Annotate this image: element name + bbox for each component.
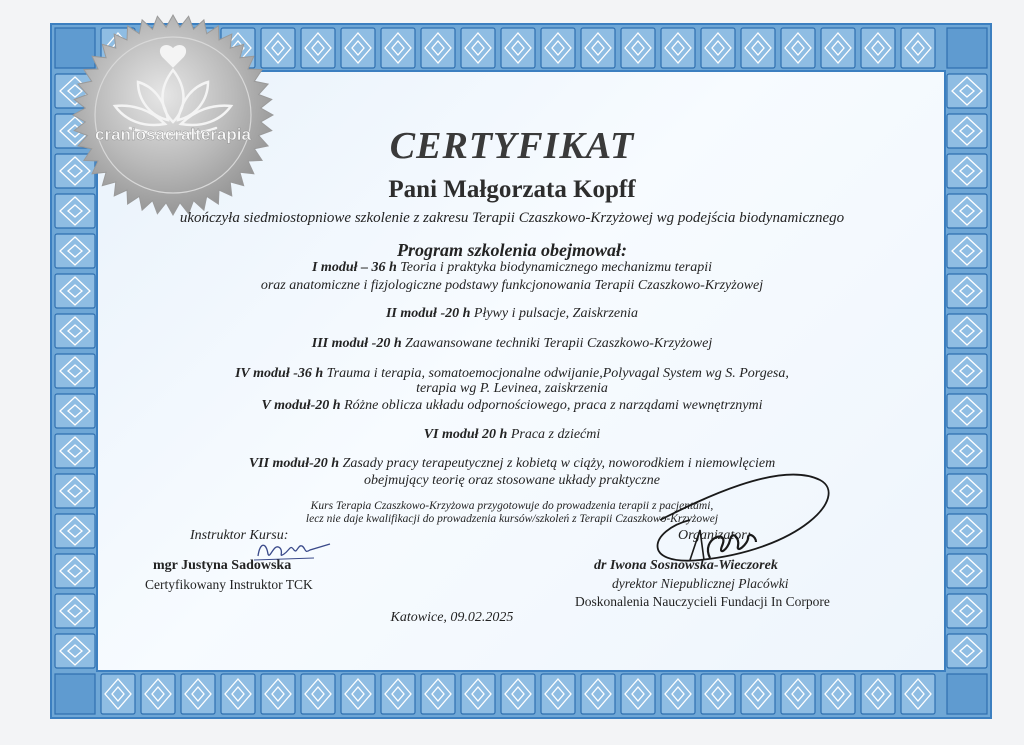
module-label: II moduł -20 h bbox=[385, 306, 471, 321]
completion-text: ukończyła siedmiostopniowe szkolenie z zakresu Terapii Czaszkowo-Krzyżowej wg podejścia biodynamicznego bbox=[179, 210, 845, 226]
module-text: Pływy i pulsacje, Zaiskrzenia bbox=[473, 306, 638, 321]
module-text: Różne oblicza układu odpornościowego, praca z narządami wewnętrznymi bbox=[344, 398, 763, 413]
module-7-line-2: obejmujący teorię oraz stosowane układy praktyczne bbox=[364, 473, 660, 488]
module-text: Trauma i terapia, somatoemocjonalne odwijanie,Polyvagal System wg S. Porgesa, bbox=[326, 366, 789, 381]
module-label: VI moduł 20 h bbox=[423, 427, 508, 442]
instructor-role: Certyfikowany Instruktor TCK bbox=[145, 577, 313, 592]
module-text: Zaawansowane techniki Terapii Czaszkowo-Krzyżowej bbox=[405, 336, 713, 351]
seal-brand-text: craniosacralterapia bbox=[95, 125, 251, 144]
module-7-line-1 bbox=[0, 456, 1024, 472]
module-label: IV moduł -36 h bbox=[235, 366, 324, 381]
instructor-name: mgr Justyna Sadowska bbox=[153, 558, 292, 573]
module-1-line-1 bbox=[0, 260, 1024, 276]
program-heading: Program szkolenia obejmował: bbox=[396, 240, 627, 260]
module-text: Praca z dziećmi bbox=[510, 427, 601, 442]
module-label: I moduł – 36 h bbox=[311, 260, 397, 275]
instructor-label: Instruktor Kursu: bbox=[190, 528, 289, 543]
place-date: Katowice, 09.02.2025 bbox=[390, 610, 514, 625]
recipient-name: Pani Małgorzata Kopff bbox=[388, 176, 636, 203]
module-text: Zasady pracy terapeutycznej z kobietą w ciąży, noworodkiem i niemowlęciem bbox=[342, 456, 776, 471]
organizer-signature bbox=[560, 440, 840, 580]
module-label: III moduł -20 h bbox=[311, 336, 402, 351]
module-6-line-1 bbox=[0, 427, 1024, 443]
module-3-line-1 bbox=[0, 336, 1024, 352]
organizer-label: Organizator: bbox=[678, 528, 752, 543]
certificate-title: CERTYFIKAT bbox=[389, 125, 635, 167]
module-4-line-2: terapia wg P. Levinea, zaiskrzenia bbox=[416, 381, 608, 396]
module-label: VII moduł-20 h bbox=[248, 456, 340, 471]
organizer-name: dr Iwona Sosnowska-Wieczorek bbox=[594, 558, 778, 573]
module-text: Teoria i praktyka biodynamicznego mechanizmu terapii bbox=[400, 260, 713, 275]
module-1-line-2: oraz anatomiczne i fizjologiczne podstawy funkcjonowania Terapii Czaszkowo-Krzyżowej bbox=[260, 278, 764, 293]
organizer-role-line-1: dyrektor Niepublicznej Placówki bbox=[612, 576, 789, 591]
module-label: V moduł-20 h bbox=[261, 398, 341, 413]
module-2-line-1 bbox=[0, 306, 1024, 322]
disclaimer-line-2: lecz nie daje kwalifikacji do prowadzenia kursów/szkoleń z Terapii Czaszkowo-Krzyżowej bbox=[305, 513, 719, 525]
module-5-line-1 bbox=[0, 398, 1024, 414]
organizer-role-line-2: Doskonalenia Nauczycieli Fundacji In Corpore bbox=[575, 594, 830, 609]
module-4-line-1 bbox=[0, 366, 1024, 382]
disclaimer-line-1: Kurs Terapia Czaszkowo-Krzyżowa przygotowuje do prowadzenia terapii z pacjentami, bbox=[310, 500, 714, 512]
